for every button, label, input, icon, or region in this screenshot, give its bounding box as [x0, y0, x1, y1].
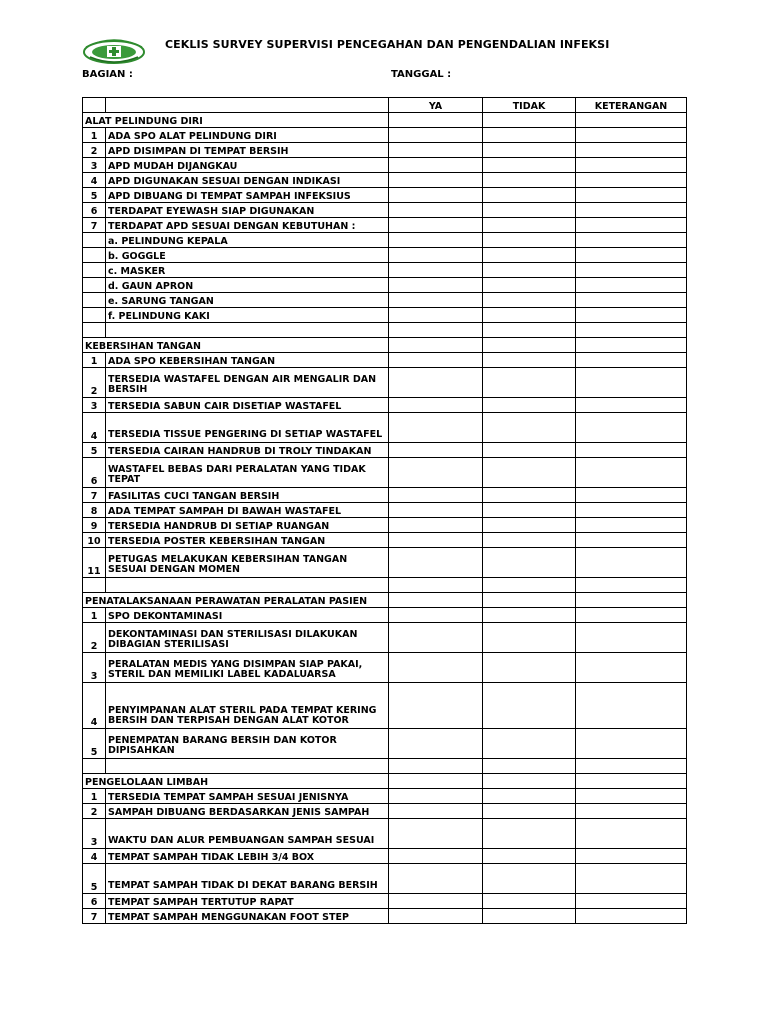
keterangan-cell [576, 323, 687, 338]
checklist-row [83, 849, 687, 864]
keterangan-cell[interactable] [576, 263, 687, 278]
keterangan-cell[interactable] [576, 683, 687, 729]
ya-cell[interactable] [389, 623, 483, 653]
keterangan-cell[interactable] [576, 248, 687, 263]
tidak-cell[interactable] [483, 518, 576, 533]
tidak-cell[interactable] [483, 849, 576, 864]
checklist-item-label: d. GAUN APRON [106, 278, 389, 293]
ya-cell[interactable] [389, 518, 483, 533]
table-header-row [83, 98, 687, 113]
ya-cell [389, 578, 483, 593]
checklist-item-label: a. PELINDUNG KEPALA [106, 233, 389, 248]
checklist-row [83, 894, 687, 909]
ya-cell[interactable] [389, 293, 483, 308]
blank-row [83, 323, 687, 338]
checklist-row [83, 158, 687, 173]
checklist-row [83, 503, 687, 518]
keterangan-cell[interactable] [576, 894, 687, 909]
section-tidak-cell [483, 774, 576, 789]
keterangan-cell[interactable] [576, 608, 687, 623]
tidak-cell[interactable] [483, 804, 576, 819]
checklist-item-label: TEMPAT SAMPAH MENGGUNAKAN FOOT STEP [106, 909, 389, 924]
tidak-cell[interactable] [483, 653, 576, 683]
keterangan-cell[interactable] [576, 368, 687, 398]
checklist-item-label: TERSEDIA WASTAFEL DENGAN AIR MENGALIR DAN BERSIH [106, 368, 389, 398]
ya-cell [389, 323, 483, 338]
tidak-cell[interactable] [483, 308, 576, 323]
column-header-keterangan: KETERANGAN [576, 98, 687, 113]
row-number: 2 [83, 623, 106, 653]
checklist-item-label: TERSEDIA TEMPAT SAMPAH SESUAI JENISNYA [106, 789, 389, 804]
checklist-row [83, 278, 687, 293]
checklist-row [83, 518, 687, 533]
tidak-cell[interactable] [483, 293, 576, 308]
tidak-cell [483, 578, 576, 593]
row-number: 6 [83, 458, 106, 488]
keterangan-cell[interactable] [576, 789, 687, 804]
ya-cell[interactable] [389, 503, 483, 518]
keterangan-cell[interactable] [576, 909, 687, 924]
row-number [83, 323, 106, 338]
checklist-item-label: TEMPAT SAMPAH TERTUTUP RAPAT [106, 894, 389, 909]
checklist-row [83, 353, 687, 368]
checklist-row [83, 653, 687, 683]
checklist-row [83, 368, 687, 398]
column-header-tidak: TIDAK [483, 98, 576, 113]
tidak-cell[interactable] [483, 503, 576, 518]
section-row [83, 593, 687, 608]
keterangan-cell[interactable] [576, 278, 687, 293]
row-number: 3 [83, 653, 106, 683]
row-number [83, 233, 106, 248]
ya-cell[interactable] [389, 804, 483, 819]
checklist-item-label: ADA TEMPAT SAMPAH DI BAWAH WASTAFEL [106, 503, 389, 518]
row-number: 11 [83, 548, 106, 578]
checklist-row [83, 413, 687, 443]
checklist-item-label: PERALATAN MEDIS YANG DISIMPAN SIAP PAKAI, STERIL DAN MEMILIKI LABEL KADALUARSA [106, 653, 389, 683]
tidak-cell[interactable] [483, 488, 576, 503]
checklist-item-label: TERSEDIA SABUN CAIR DISETIAP WASTAFEL [106, 398, 389, 413]
ya-cell[interactable] [389, 789, 483, 804]
header-item-cell [106, 98, 389, 113]
checklist-item-label: b. GOGGLE [106, 248, 389, 263]
row-number [83, 293, 106, 308]
row-number: 3 [83, 819, 106, 849]
tidak-cell[interactable] [483, 819, 576, 849]
keterangan-cell[interactable] [576, 293, 687, 308]
ya-cell[interactable] [389, 203, 483, 218]
checklist-row [83, 443, 687, 458]
tidak-cell[interactable] [483, 233, 576, 248]
checklist-row [83, 263, 687, 278]
checklist-item-label: APD DIGUNAKAN SESUAI DENGAN INDIKASI [106, 173, 389, 188]
tidak-cell[interactable] [483, 894, 576, 909]
tidak-cell[interactable] [483, 548, 576, 578]
row-number: 2 [83, 143, 106, 158]
tidak-cell[interactable] [483, 188, 576, 203]
ya-cell[interactable] [389, 368, 483, 398]
keterangan-cell[interactable] [576, 548, 687, 578]
ya-cell[interactable] [389, 248, 483, 263]
checklist-row [83, 203, 687, 218]
bagian-label: BAGIAN : [82, 69, 133, 80]
checklist-row [83, 308, 687, 323]
keterangan-cell[interactable] [576, 188, 687, 203]
checklist-row [83, 729, 687, 759]
tidak-cell[interactable] [483, 789, 576, 804]
ya-cell[interactable] [389, 188, 483, 203]
section-title: PENGELOLAAN LIMBAH [83, 774, 389, 789]
section-title: ALAT PELINDUNG DIRI [83, 113, 389, 128]
tidak-cell[interactable] [483, 353, 576, 368]
section-title: PENATALAKSANAAN PERAWATAN PERALATAN PASIEN [83, 593, 389, 608]
row-number: 7 [83, 218, 106, 233]
keterangan-cell[interactable] [576, 518, 687, 533]
section-ya-cell [389, 113, 483, 128]
row-number: 7 [83, 488, 106, 503]
keterangan-cell [576, 578, 687, 593]
keterangan-cell[interactable] [576, 819, 687, 849]
keterangan-cell[interactable] [576, 233, 687, 248]
checklist-table [82, 97, 687, 924]
keterangan-cell[interactable] [576, 533, 687, 548]
row-number: 6 [83, 894, 106, 909]
tidak-cell[interactable] [483, 443, 576, 458]
checklist-item-label: TERSEDIA TISSUE PENGERING DI SETIAP WASTAFEL [106, 413, 389, 443]
keterangan-cell[interactable] [576, 158, 687, 173]
ya-cell[interactable] [389, 353, 483, 368]
ya-cell[interactable] [389, 278, 483, 293]
keterangan-cell[interactable] [576, 729, 687, 759]
checklist-item-label: TEMPAT SAMPAH TIDAK DI DEKAT BARANG BERSIH [106, 864, 389, 894]
checklist-row [83, 804, 687, 819]
keterangan-cell[interactable] [576, 503, 687, 518]
keterangan-cell[interactable] [576, 128, 687, 143]
section-tidak-cell [483, 338, 576, 353]
ya-cell[interactable] [389, 729, 483, 759]
checklist-row [83, 819, 687, 849]
tidak-cell[interactable] [483, 173, 576, 188]
checklist-row [83, 248, 687, 263]
ya-cell[interactable] [389, 443, 483, 458]
section-keterangan-cell [576, 593, 687, 608]
checklist-row [83, 233, 687, 248]
keterangan-cell[interactable] [576, 623, 687, 653]
ya-cell[interactable] [389, 413, 483, 443]
tidak-cell[interactable] [483, 608, 576, 623]
keterangan-cell[interactable] [576, 443, 687, 458]
row-number: 9 [83, 518, 106, 533]
checklist-item-label: ADA SPO ALAT PELINDUNG DIRI [106, 128, 389, 143]
checklist-item-label: WASTAFEL BEBAS DARI PERALATAN YANG TIDAK TEPAT [106, 458, 389, 488]
checklist-item-label: TEMPAT SAMPAH TIDAK LEBIH 3/4 BOX [106, 849, 389, 864]
row-number: 6 [83, 203, 106, 218]
section-row [83, 113, 687, 128]
row-number: 1 [83, 789, 106, 804]
tidak-cell[interactable] [483, 278, 576, 293]
checklist-row [83, 683, 687, 729]
keterangan-cell[interactable] [576, 203, 687, 218]
checklist-item-label: TERDAPAT APD SESUAI DENGAN KEBUTUHAN : [106, 218, 389, 233]
tidak-cell[interactable] [483, 683, 576, 729]
ya-cell[interactable] [389, 683, 483, 729]
checklist-item-label: DEKONTAMINASI DAN STERILISASI DILAKUKAN DIBAGIAN STERILISASI [106, 623, 389, 653]
checklist-item-label: f. PELINDUNG KAKI [106, 308, 389, 323]
checklist-item-label: WAKTU DAN ALUR PEMBUANGAN SAMPAH SESUAI [106, 819, 389, 849]
tidak-cell[interactable] [483, 458, 576, 488]
checklist-item-label: e. SARUNG TANGAN [106, 293, 389, 308]
checklist-item-label: c. MASKER [106, 263, 389, 278]
checklist-item-label: APD DIBUANG DI TEMPAT SAMPAH INFEKSIUS [106, 188, 389, 203]
keterangan-cell[interactable] [576, 173, 687, 188]
ya-cell[interactable] [389, 488, 483, 503]
section-ya-cell [389, 593, 483, 608]
tidak-cell[interactable] [483, 413, 576, 443]
checklist-row [83, 789, 687, 804]
checklist-row [83, 864, 687, 894]
tidak-cell[interactable] [483, 398, 576, 413]
ya-cell[interactable] [389, 218, 483, 233]
ya-cell[interactable] [389, 533, 483, 548]
tidak-cell[interactable] [483, 128, 576, 143]
checklist-row [83, 488, 687, 503]
row-number: 1 [83, 608, 106, 623]
keterangan-cell[interactable] [576, 398, 687, 413]
section-tidak-cell [483, 113, 576, 128]
checklist-row [83, 293, 687, 308]
row-number [83, 248, 106, 263]
row-number: 4 [83, 849, 106, 864]
checklist-item-label: PENYIMPANAN ALAT STERIL PADA TEMPAT KERING BERSIH DAN TERPISAH DENGAN ALAT KOTOR [106, 683, 389, 729]
row-number: 10 [83, 533, 106, 548]
ya-cell[interactable] [389, 608, 483, 623]
section-keterangan-cell [576, 113, 687, 128]
ya-cell[interactable] [389, 653, 483, 683]
tidak-cell[interactable] [483, 263, 576, 278]
tidak-cell [483, 323, 576, 338]
tidak-cell[interactable] [483, 218, 576, 233]
column-header-ya: YA [389, 98, 483, 113]
row-number: 2 [83, 804, 106, 819]
keterangan-cell[interactable] [576, 849, 687, 864]
checklist-row [83, 909, 687, 924]
ya-cell[interactable] [389, 894, 483, 909]
row-number: 3 [83, 158, 106, 173]
keterangan-cell[interactable] [576, 864, 687, 894]
ya-cell[interactable] [389, 909, 483, 924]
blank-row [83, 759, 687, 774]
tidak-cell[interactable] [483, 533, 576, 548]
ya-cell[interactable] [389, 548, 483, 578]
ya-cell[interactable] [389, 864, 483, 894]
row-number: 4 [83, 683, 106, 729]
ya-cell[interactable] [389, 233, 483, 248]
ya-cell[interactable] [389, 158, 483, 173]
keterangan-cell[interactable] [576, 143, 687, 158]
ya-cell[interactable] [389, 263, 483, 278]
keterangan-cell [576, 759, 687, 774]
section-keterangan-cell [576, 338, 687, 353]
ya-cell[interactable] [389, 458, 483, 488]
keterangan-cell[interactable] [576, 218, 687, 233]
section-tidak-cell [483, 593, 576, 608]
section-row [83, 774, 687, 789]
row-number: 3 [83, 398, 106, 413]
tidak-cell[interactable] [483, 729, 576, 759]
checklist-item-label [106, 759, 389, 774]
page-title: CEKLIS SURVEY SUPERVISI PENCEGAHAN DAN PENGENDALIAN INFEKSI [165, 38, 610, 51]
tidak-cell[interactable] [483, 909, 576, 924]
keterangan-cell[interactable] [576, 458, 687, 488]
row-number: 1 [83, 128, 106, 143]
row-number [83, 263, 106, 278]
keterangan-cell[interactable] [576, 804, 687, 819]
ya-cell[interactable] [389, 819, 483, 849]
checklist-item-label: TERDAPAT EYEWASH SIAP DIGUNAKAN [106, 203, 389, 218]
ya-cell[interactable] [389, 173, 483, 188]
header-num-cell [83, 98, 106, 113]
row-number: 5 [83, 443, 106, 458]
tanggal-label: TANGGAL : [391, 69, 452, 80]
keterangan-cell[interactable] [576, 653, 687, 683]
section-title: KEBERSIHAN TANGAN [83, 338, 389, 353]
checklist-item-label: TERSEDIA CAIRAN HANDRUB DI TROLY TINDAKAN [106, 443, 389, 458]
row-number: 4 [83, 173, 106, 188]
row-number [83, 578, 106, 593]
keterangan-cell[interactable] [576, 308, 687, 323]
ya-cell[interactable] [389, 143, 483, 158]
row-number: 4 [83, 413, 106, 443]
checklist-row [83, 173, 687, 188]
tidak-cell [483, 759, 576, 774]
checklist-row [83, 143, 687, 158]
section-ya-cell [389, 338, 483, 353]
row-number: 5 [83, 864, 106, 894]
keterangan-cell[interactable] [576, 413, 687, 443]
keterangan-cell[interactable] [576, 353, 687, 368]
checklist-row [83, 218, 687, 233]
tidak-cell[interactable] [483, 368, 576, 398]
checklist-item-label: ADA SPO KEBERSIHAN TANGAN [106, 353, 389, 368]
tidak-cell[interactable] [483, 623, 576, 653]
row-number: 2 [83, 368, 106, 398]
ya-cell[interactable] [389, 849, 483, 864]
ya-cell[interactable] [389, 308, 483, 323]
checklist-row [83, 533, 687, 548]
tidak-cell[interactable] [483, 248, 576, 263]
tidak-cell[interactable] [483, 864, 576, 894]
keterangan-cell[interactable] [576, 488, 687, 503]
ya-cell[interactable] [389, 128, 483, 143]
section-keterangan-cell [576, 774, 687, 789]
checklist-item-label: SAMPAH DIBUANG BERDASARKAN JENIS SAMPAH [106, 804, 389, 819]
checklist-row [83, 608, 687, 623]
hospital-logo [80, 37, 148, 65]
row-number [83, 759, 106, 774]
section-ya-cell [389, 774, 483, 789]
row-number: 5 [83, 188, 106, 203]
row-number: 8 [83, 503, 106, 518]
checklist-item-label [106, 578, 389, 593]
checklist-item-label: TERSEDIA POSTER KEBERSIHAN TANGAN [106, 533, 389, 548]
section-row [83, 338, 687, 353]
checklist-row [83, 398, 687, 413]
ya-cell [389, 759, 483, 774]
checklist-item-label [106, 323, 389, 338]
checklist-item-label: PENEMPATAN BARANG BERSIH DAN KOTOR DIPISAHKAN [106, 729, 389, 759]
ya-cell[interactable] [389, 398, 483, 413]
tidak-cell[interactable] [483, 143, 576, 158]
checklist-item-label: APD DISIMPAN DI TEMPAT BERSIH [106, 143, 389, 158]
checklist-row [83, 458, 687, 488]
row-number: 1 [83, 353, 106, 368]
checklist-item-label: APD MUDAH DIJANGKAU [106, 158, 389, 173]
checklist-row [83, 128, 687, 143]
checklist-row [83, 623, 687, 653]
checklist-item-label: PETUGAS MELAKUKAN KEBERSIHAN TANGAN SESUAI DENGAN MOMEN [106, 548, 389, 578]
blank-row [83, 578, 687, 593]
tidak-cell[interactable] [483, 203, 576, 218]
checklist-item-label: FASILITAS CUCI TANGAN BERSIH [106, 488, 389, 503]
checklist-row [83, 188, 687, 203]
checklist-item-label: TERSEDIA HANDRUB DI SETIAP RUANGAN [106, 518, 389, 533]
checklist-row [83, 548, 687, 578]
row-number [83, 278, 106, 293]
row-number: 5 [83, 729, 106, 759]
tidak-cell[interactable] [483, 158, 576, 173]
row-number: 7 [83, 909, 106, 924]
row-number [83, 308, 106, 323]
checklist-item-label: SPO DEKONTAMINASI [106, 608, 389, 623]
